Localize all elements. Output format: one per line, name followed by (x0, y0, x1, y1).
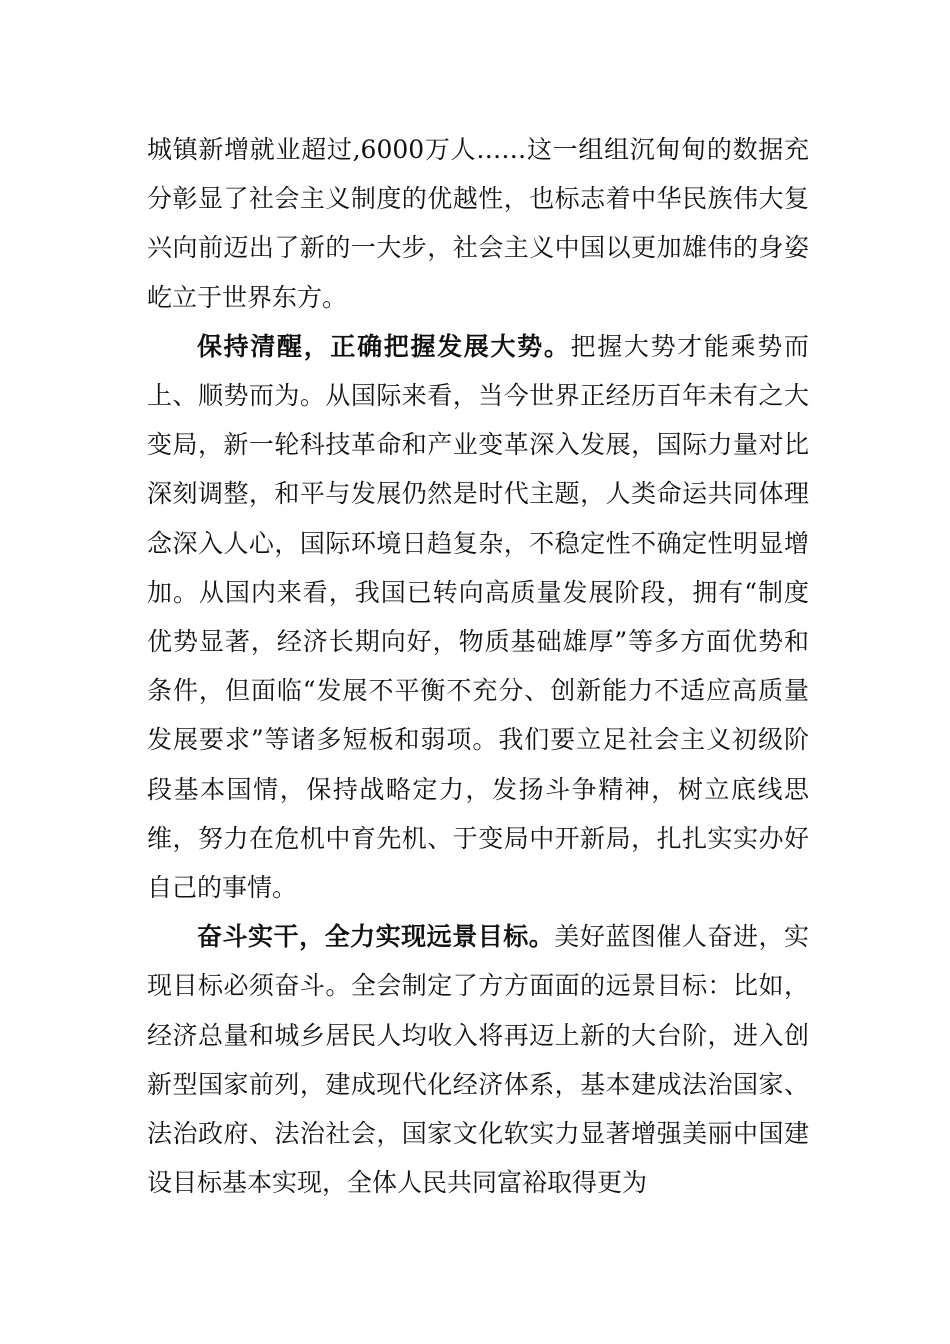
paragraph-3-text: 美好蓝图催人奋进，实现目标必须奋斗。全会制定了方方面面的远景目标：比如，经济总量和城乡居民人均收入将再迈上新的大台阶，进入创新型国家前列，建成现代化经济体系，基本建成法治国家、法治政府、法治社会，国家文化软实力显著增强美丽中国建设目标基本实现，全体人民共同富裕取得更为 (147, 922, 809, 1198)
paragraph-2-text: 把握大势才能乘势而上、顺势而为。从国际来看，当今世界正经历百年未有之大变局，新一轮科技革命和产业变革深入发展，国际力量对比深刻调整，和平与发展仍然是时代主题，人类命运共同体理念深入人心，国际环境日趋复杂，不稳定性不确定性明显增加。从国内来看，我国已转向高质量发展阶段，拥有“制度优势显著，经济长期向好，物质基础雄厚”等多方面优势和条件，但面临“发展不平衡不充分、创新能力不适应高质量发展要求”等诸多短板和弱项。我们要立足社会主义初级阶段基本国情，保持战略定力，发扬斗争精神，树立底线思维，努力在危机中育先机、于变局中开新局，扎扎实实办好自己的事情。 (147, 331, 809, 903)
document-body (147, 125, 809, 1207)
paragraph-3-heading: 奋斗实干，全力实现远景目标。 (197, 922, 555, 952)
paragraph-2-heading: 保持清醒，正确把握发展大势。 (197, 331, 571, 361)
paragraph-1 (147, 125, 809, 322)
paragraph-1-text: 城镇新增就业超过,6000万人……这一组组沉甸甸的数据充分彰显了社会主义制度的优越性，也标志着中华民族伟大复兴向前迈出了新的一大步，社会主义中国以更加雄伟的身姿屹立于世界东方。 (147, 135, 809, 312)
paragraph-2 (147, 322, 809, 912)
paragraph-3 (147, 912, 809, 1207)
